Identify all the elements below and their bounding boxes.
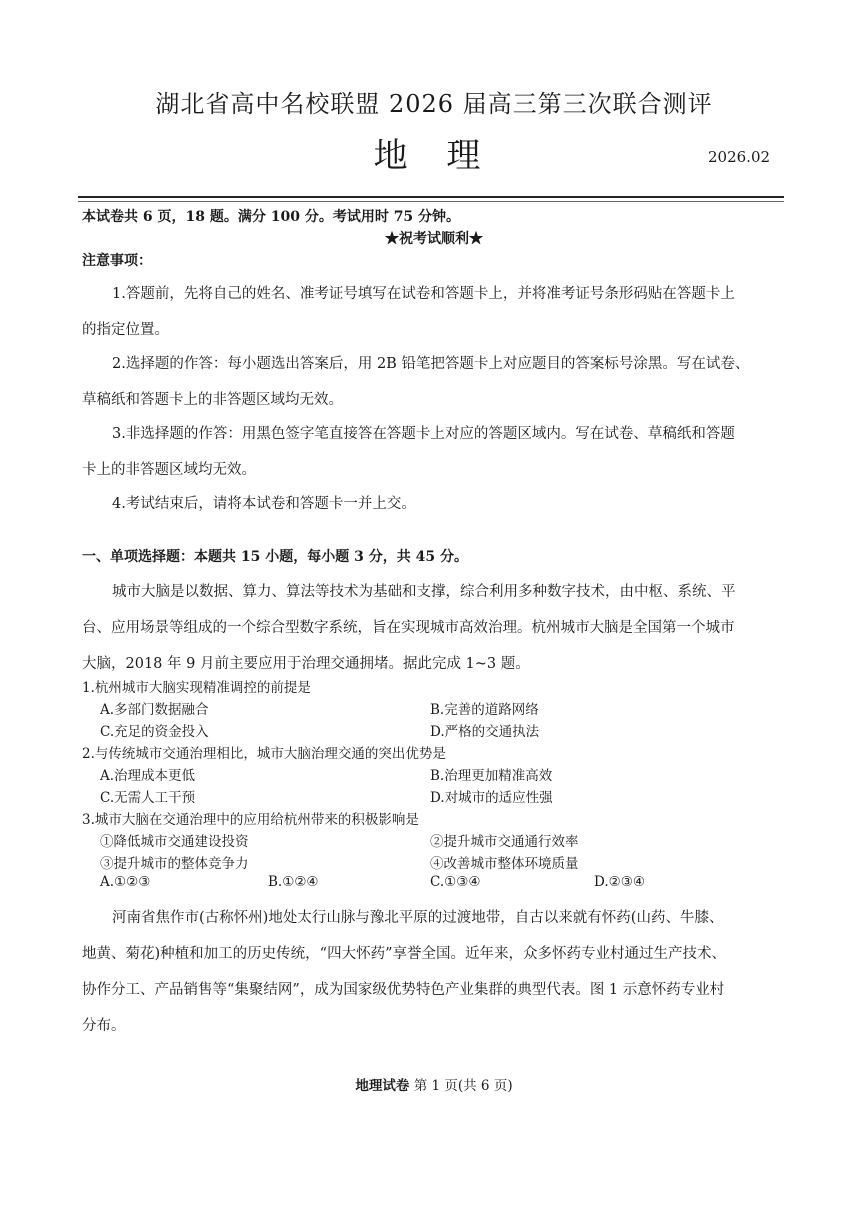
- section-heading: 一、单项选择题：本题共 15 小题，每小题 3 分，共 45 分。: [82, 549, 468, 565]
- question-1-option-a: A.多部门数据融合: [100, 702, 209, 718]
- passage-2-line-4: 分布。: [82, 1018, 126, 1034]
- question-3-stem: 3.城市大脑在交通治理中的应用给杭州带来的积极影响是: [82, 812, 419, 828]
- question-1-option-b: B.完善的道路网络: [430, 702, 539, 718]
- question-2-option-b: B.治理更加精准高效: [430, 768, 553, 784]
- note-4: 4.考试结束后，请将本试卷和答题卡一并上交。: [112, 496, 416, 512]
- question-3-option-b: B.①②④: [268, 874, 319, 890]
- page-footer: [0, 1074, 868, 1094]
- passage-2-line-1: 河南省焦作市(古称怀州)地处太行山脉与豫北平原的过渡地带，自古以来就有怀药(山药、牛膝、: [112, 910, 724, 926]
- question-3-option-d: D.②③④: [594, 874, 645, 890]
- note-3-line-1: 3.非选择题的作答：用黑色签字笔直接答在答题卡上对应的答题区域内。写在试卷、草稿纸和答题: [112, 426, 735, 442]
- passage-1-line-1: 城市大脑是以数据、算力、算法等技术为基础和支撑，综合利用多种数字技术，由中枢、系统、平: [112, 584, 736, 600]
- passage-2-line-2: 地黄、菊花)种植和加工的历史传统，“四大怀药”享誉全国。近年来，众多怀药专业村通过生产技术、: [82, 946, 726, 962]
- exam-info: 本试卷共 6 页，18 题。满分 100 分。考试用时 75 分钟。: [82, 209, 461, 225]
- note-2-line-1: 2.选择题的作答：每小题选出答案后，用 2B 铅笔把答题卡上对应题目的答案标号涂黑。写在试卷、: [112, 356, 750, 372]
- question-3-statement-1: ①降低城市交通建设投资: [100, 834, 249, 850]
- question-2-option-c: C.无需人工干预: [100, 790, 196, 806]
- question-2-stem: 2.与传统城市交通治理相比，城市大脑治理交通的突出优势是: [82, 746, 446, 762]
- passage-2-line-3: 协作分工、产品销售等“集聚结网”，成为国家级优势特色产业集群的典型代表。图 1 示意怀药专业村: [82, 982, 725, 998]
- footer-page-number: 第 1 页(共 6 页): [413, 1078, 513, 1094]
- header-rule-thin: [78, 201, 784, 202]
- passage-1-line-2: 台、应用场景等组成的一个综合型数字系统，旨在实现城市高效治理。杭州城市大脑是全国第一个城市: [82, 620, 735, 636]
- question-1-option-d: D.严格的交通执法: [430, 724, 540, 740]
- subject-title: 地 理: [373, 136, 495, 176]
- note-3-line-2: 卡上的非答题区域均无效。: [82, 462, 256, 478]
- question-1-option-c: C.充足的资金投入: [100, 724, 209, 740]
- exam-date: 2026.02: [708, 148, 771, 166]
- note-2-line-2: 草稿纸和答题卡上的非答题区域均无效。: [82, 392, 343, 408]
- exam-title: 湖北省高中名校联盟 2026 届高三第三次联合测评: [155, 90, 713, 118]
- passage-1-line-3: 大脑，2018 年 9 月前主要应用于治理交通拥堵。据此完成 1~3 题。: [82, 656, 530, 672]
- note-1-line-1: 1.答题前，先将自己的姓名、准考证号填写在试卷和答题卡上，并将准考证号条形码贴在答题卡上: [112, 286, 735, 302]
- header-rule: [78, 196, 784, 198]
- question-3-option-c: C.①③④: [430, 874, 481, 890]
- question-2-option-d: D.对城市的适应性强: [430, 790, 553, 806]
- question-3-option-a: A.①②③: [100, 874, 151, 890]
- question-1-stem: 1.杭州城市大脑实现精准调控的前提是: [82, 680, 311, 696]
- notes-heading: 注意事项：: [82, 253, 152, 269]
- footer-label: 地理试卷: [355, 1078, 410, 1094]
- question-3-statement-4: ④改善城市整体环境质量: [430, 856, 579, 872]
- question-3-statement-3: ③提升城市的整体竞争力: [100, 856, 249, 872]
- note-1-line-2: 的指定位置。: [82, 322, 169, 338]
- good-luck: ★祝考试顺利★: [385, 231, 483, 247]
- question-3-statement-2: ②提升城市交通通行效率: [430, 834, 579, 850]
- question-2-option-a: A.治理成本更低: [100, 768, 196, 784]
